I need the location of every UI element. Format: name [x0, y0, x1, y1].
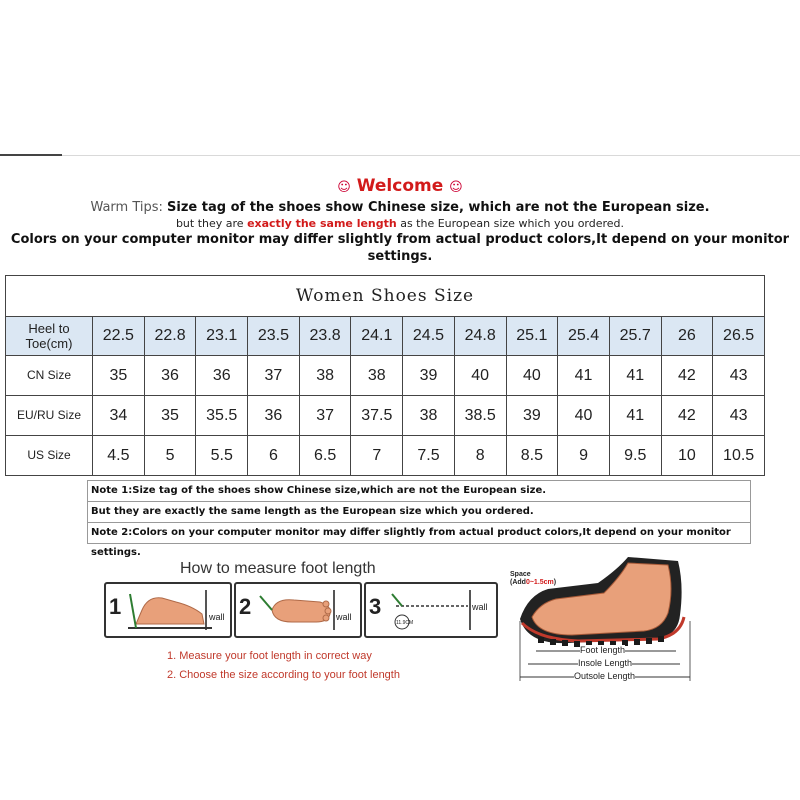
wall-label: wall	[336, 612, 352, 622]
tips-label: Warm Tips:	[90, 200, 168, 215]
warm-tips-header	[0, 176, 800, 265]
size-cell: 36	[248, 396, 300, 436]
foot-side-icon	[106, 584, 230, 636]
size-cell: 26.5	[713, 317, 765, 356]
size-cell: 41	[558, 356, 610, 396]
size-cell: 37.5	[351, 396, 403, 436]
size-cell: 42	[661, 396, 713, 436]
row-header: US Size	[6, 436, 93, 476]
size-cell: 38.5	[454, 396, 506, 436]
same-length-text-b: as the European size which you ordered.	[396, 217, 625, 230]
foot-length-diagram	[508, 555, 703, 690]
size-cell: 4.5	[93, 436, 145, 476]
row-header: CN Size	[6, 356, 93, 396]
row-header: EU/RU Size	[6, 396, 93, 436]
size-cell: 36	[144, 356, 196, 396]
size-cell: 23.1	[196, 317, 248, 356]
size-cell: 37	[299, 396, 351, 436]
table-row	[6, 317, 765, 356]
space-label: Space	[510, 571, 531, 578]
size-cell: 43	[713, 356, 765, 396]
wall-label: wall	[472, 602, 488, 612]
measure-title: How to measure foot length	[180, 560, 376, 577]
welcome-text: Welcome	[356, 176, 444, 196]
insole-length-label: Insole Length	[578, 658, 633, 668]
space-add	[510, 579, 556, 586]
size-cell: 40	[558, 396, 610, 436]
size-cell: 9	[558, 436, 610, 476]
outsole-length-label: Outsole Length	[574, 671, 636, 681]
size-cell: 10.5	[713, 436, 765, 476]
size-cell: 8	[454, 436, 506, 476]
smile-icon: ☺	[337, 180, 351, 195]
size-cell: 36	[196, 356, 248, 396]
size-cell: 40	[506, 356, 558, 396]
size-cell: 10	[661, 436, 713, 476]
table-row	[6, 396, 765, 436]
size-cell: 24.8	[454, 317, 506, 356]
notes-box	[87, 480, 751, 558]
same-length-line	[0, 216, 800, 231]
table-row	[6, 356, 765, 396]
size-table	[5, 316, 765, 476]
instruction-1: 1. Measure your foot length in correct way	[167, 650, 372, 662]
size-cell: 5.5	[196, 436, 248, 476]
size-cell: 23.8	[299, 317, 351, 356]
size-cell: 35.5	[196, 396, 248, 436]
size-cell: 5	[144, 436, 196, 476]
size-cell: 38	[299, 356, 351, 396]
size-cell: 43	[713, 396, 765, 436]
size-cell: 38	[351, 356, 403, 396]
note-1: Note 1:Size tag of the shoes show Chinese size,which are not the European size.	[87, 480, 751, 502]
measure-step-1	[104, 582, 232, 638]
size-cell: 6.5	[299, 436, 351, 476]
size-chart-title: Women Shoes Size	[5, 275, 765, 316]
smile-icon: ☺	[449, 180, 463, 195]
size-cell: 26	[661, 317, 713, 356]
space-add-range: 0~1.5cm	[525, 579, 554, 586]
step-number: 1	[109, 594, 122, 619]
top-divider	[0, 155, 800, 156]
foot-length-label: Foot length	[580, 645, 626, 655]
size-cell: 41	[609, 396, 661, 436]
row-header: Heel to Toe(cm)	[6, 317, 93, 356]
space-add-text: (Add	[510, 579, 526, 586]
foot-top-icon	[236, 584, 360, 636]
size-cell: 8.5	[506, 436, 558, 476]
size-cell: 34	[93, 396, 145, 436]
size-cell: 40	[454, 356, 506, 396]
size-cell: 7.5	[403, 436, 455, 476]
size-cell: 25.4	[558, 317, 610, 356]
space-add-end: )	[553, 579, 557, 586]
welcome-line	[0, 176, 800, 198]
size-cell: 6	[248, 436, 300, 476]
wall-label: wall	[209, 612, 225, 622]
size-cell: 39	[403, 356, 455, 396]
ruler-label: 11.9CM	[396, 620, 414, 626]
size-cell: 22.5	[93, 317, 145, 356]
size-cell: 9.5	[609, 436, 661, 476]
top-divider-accent	[0, 154, 62, 156]
table-row	[6, 436, 765, 476]
size-cell: 24.1	[351, 317, 403, 356]
size-cell: 35	[144, 396, 196, 436]
note-2: Note 2:Colors on your computer monitor may differ slightly from actual product colors,It depend on your monitor settings.	[87, 523, 751, 544]
note-1b: But they are exactly the same length as the European size which you ordered.	[87, 502, 751, 523]
size-cell: 25.7	[609, 317, 661, 356]
tips-line	[0, 200, 800, 216]
size-cell: 41	[609, 356, 661, 396]
color-disclaimer: Colors on your computer monitor may differ slightly from actual product colors,It depend on your monitor settings.	[10, 232, 790, 264]
same-length-emphasis: exactly the same length	[247, 217, 397, 230]
size-chart	[5, 275, 765, 476]
size-cell: 37	[248, 356, 300, 396]
size-cell: 39	[506, 396, 558, 436]
step-number: 2	[239, 594, 252, 619]
size-cell: 38	[403, 396, 455, 436]
size-cell: 23.5	[248, 317, 300, 356]
step-number: 3	[369, 594, 382, 619]
size-cell: 7	[351, 436, 403, 476]
tips-text: Size tag of the shoes show Chinese size, which are not the European size.	[167, 200, 710, 215]
measure-step-3	[364, 582, 498, 638]
same-length-text-a: but they are	[175, 217, 248, 230]
size-cell: 25.1	[506, 317, 558, 356]
size-cell: 24.5	[403, 317, 455, 356]
size-cell: 22.8	[144, 317, 196, 356]
size-cell: 42	[661, 356, 713, 396]
instruction-2: 2. Choose the size according to your foot length	[167, 669, 400, 681]
size-cell: 35	[93, 356, 145, 396]
shoe-diagram-icon	[508, 555, 703, 690]
measure-step-2	[234, 582, 362, 638]
